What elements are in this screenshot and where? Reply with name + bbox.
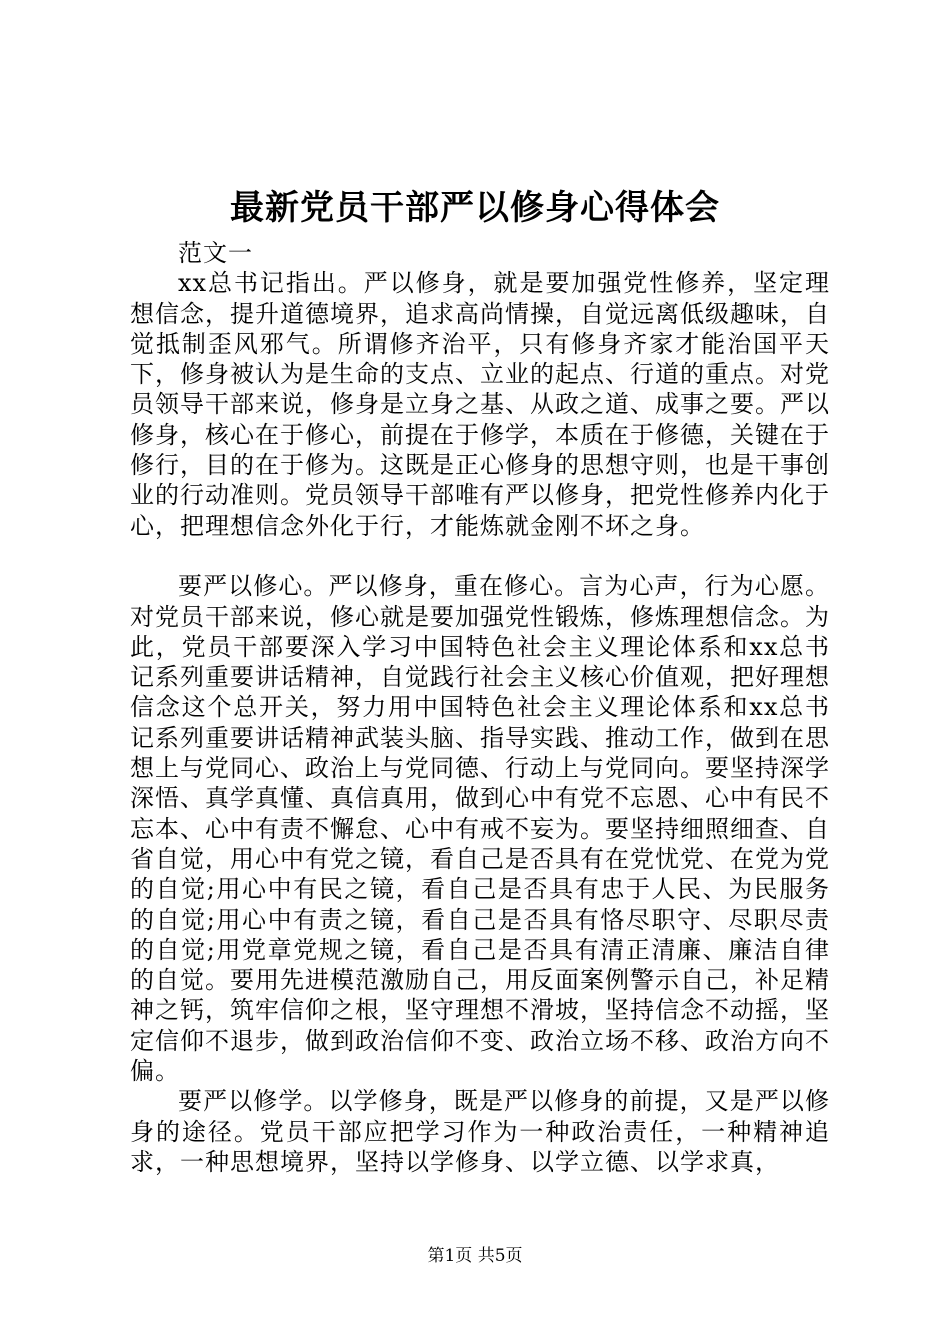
paragraph-2: 要严以修心。严以修身，重在修心。言为心声，行为心愿。对党员干部来说，修心就是要加强党性锻炼，修炼理想信念。为此，党员干部要深入学习中国特色社会主义理论体系和xx总书记系列重要讲话精神，自觉践行社会主义核心价值观，把好理想信念这个总开关，努力用中国特色社会主义理论体系和xx总书记系列重要讲话精神武装头脑、指导实践、推动工作，做到在思想上与党同心、政治上与党同德、行动上与党同向。要坚持深学深悟、真学真懂、真信真用，做到心中有党不忘恩、心中有民不忘本、心中有责不懈怠、心中有戒不妄为。要坚持细照细查、自省自觉，用心中有党之镜，看自己是否具有在党忧党、在党为党的自觉;用心中有民之镜，看自己是否具有忠于人民、为民服务的自觉;用心中有责之镜，看自己是否具有恪尽职守、尽职尽责的自觉;用党章党规之镜，看自己是否具有清正清廉、廉洁自律的自觉。要用先进模范激励自己，用反面案例警示自己，补足精神之钙，筑牢信仰之根，坚守理想不滑坡，坚持信念不动摇，坚定信仰不退步，做到政治信仰不变、政治立场不移、政治方向不偏。 (130, 572, 830, 1086)
section-label: 范文一 (178, 239, 253, 267)
paragraph-1: xx总书记指出。严以修身，就是要加强党性修养，坚定理想信念，提升道德境界，追求高尚情操，自觉远离低级趣味，自觉抵制歪风邪气。所谓修齐治平，只有修身齐家才能治国平天下，修身被认为是生命的支点、立业的起点、行道的重点。对党员领导干部来说，修身是立身之基、从政之道、成事之要。严以修身，核心在于修心，前提在于修学，本质在于修德，关键在于修行，目的在于修为。这既是正心修身的思想守则，也是干事创业的行动准则。党员领导干部唯有严以修身，把党性修养内化于心，把理想信念外化于行，才能炼就金刚不坏之身。 (130, 269, 830, 540)
paragraph-3: 要严以修学。以学修身，既是严以修身的前提，又是严以修身的途径。党员干部应把学习作为一种政治责任，一种精神追求，一种思想境界，坚持以学修身、以学立德、以学求真， (130, 1087, 830, 1176)
page-indicator: 第1页 共5页 (427, 1246, 523, 1266)
page-title: 最新党员干部严以修身心得体会 (230, 188, 720, 228)
document-body (130, 238, 830, 1177)
